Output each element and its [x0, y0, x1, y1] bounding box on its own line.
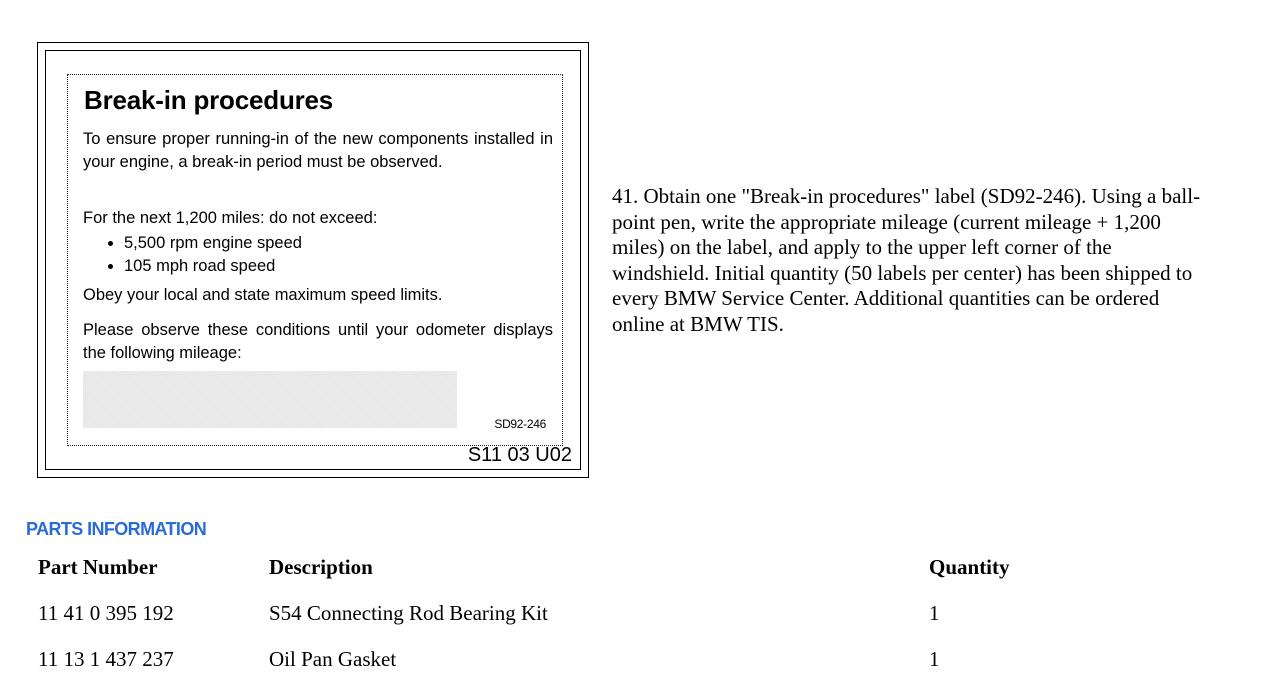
description-cell: S54 Connecting Rod Bearing Kit — [269, 601, 548, 625]
label-code: SD92-246 — [494, 417, 546, 431]
part-number-cell: 11 13 1 437 237 — [38, 647, 174, 671]
description-cell: Oil Pan Gasket — [269, 647, 397, 671]
column-header-quantity: Quantity — [929, 555, 1010, 579]
step-41-instruction: 41. Obtain one "Break-in procedures" label (SD92-246). Using a ball-point pen, write the appropriate mileage (current mileage + 1,200 miles) on the label, and apply to the upper left corner of the windshield. Initial quantity (50 labels per center) has been shipped to every BMW Service Center. Additional quantities can be ordered online at BMW TIS. — [612, 184, 1201, 336]
label-limit-item: • 105 mph road speed — [124, 255, 302, 278]
table-row — [38, 598, 1138, 644]
label-limit-list — [104, 232, 302, 277]
mileage-entry-box — [83, 371, 457, 428]
break-in-label — [67, 74, 563, 446]
figure-frame — [45, 50, 581, 470]
part-number-cell: 11 41 0 395 192 — [38, 601, 174, 625]
label-speed-limit-text: Obey your local and state maximum speed limits. — [83, 286, 443, 304]
column-header-description: Description — [269, 555, 373, 579]
quantity-cell: 1 — [929, 647, 940, 671]
table-header-row — [38, 552, 1138, 598]
break-in-label-figure — [37, 42, 589, 478]
label-intro-text: To ensure proper running-in of the new components installed in your engine, a break-in period must be observed. — [83, 130, 553, 171]
quantity-cell: 1 — [929, 601, 940, 625]
column-header-part-number: Part Number — [38, 555, 158, 579]
label-title: Break-in procedures — [84, 85, 334, 115]
label-mileage-text: Please observe these conditions until your odometer displays the following mileage: — [83, 321, 553, 362]
parts-information-heading: PARTS INFORMATION — [26, 519, 207, 539]
label-limit-item: • 5,500 rpm engine speed — [124, 232, 302, 255]
figure-id: S11 03 U02 — [467, 444, 572, 466]
parts-table — [38, 552, 1138, 690]
label-limit-text: For the next 1,200 miles: do not exceed: — [83, 209, 378, 227]
table-row — [38, 644, 1138, 690]
